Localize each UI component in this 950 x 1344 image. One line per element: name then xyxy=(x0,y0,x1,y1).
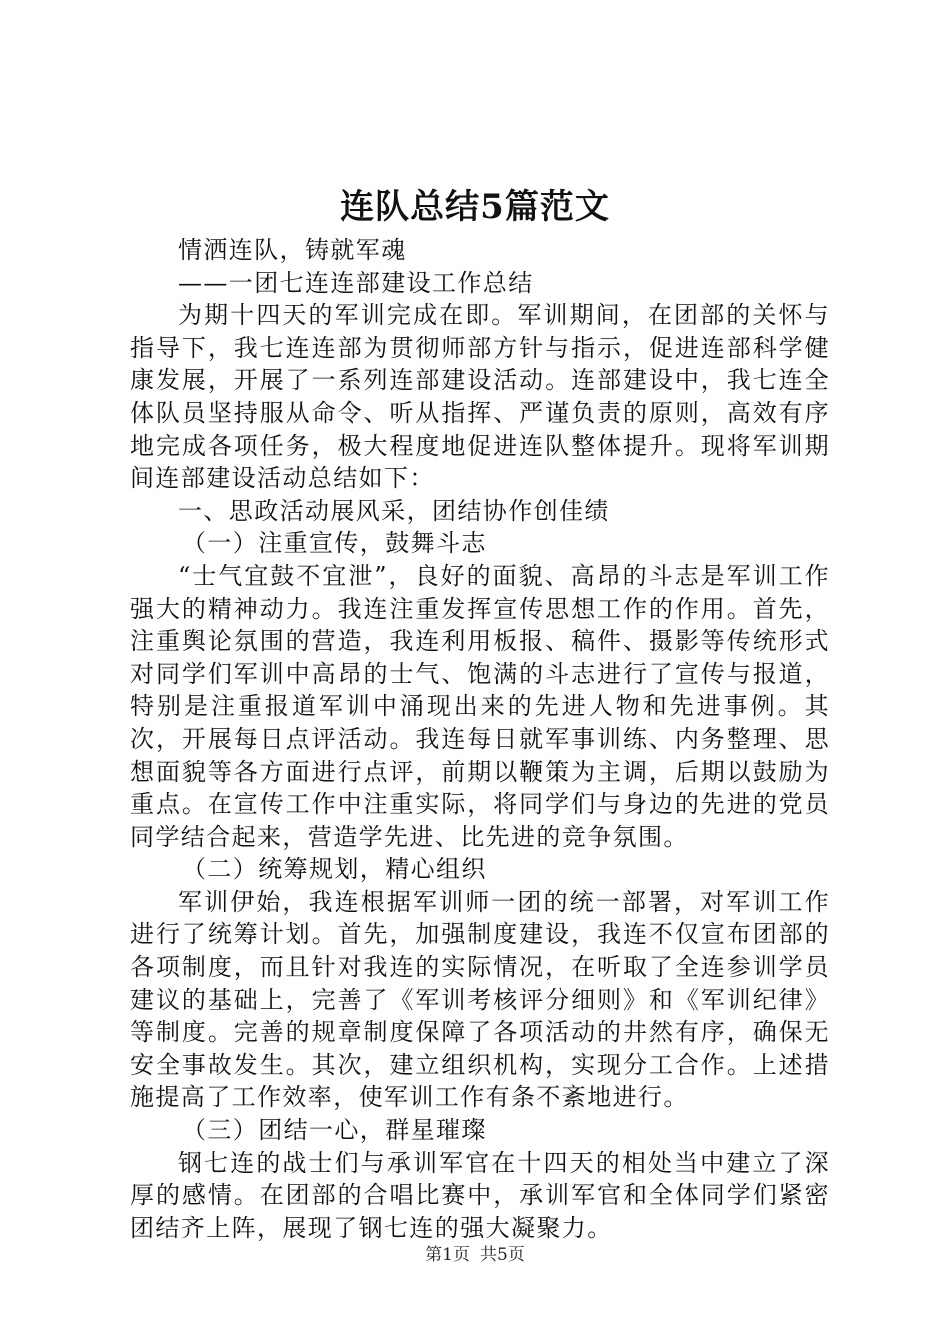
page-footer xyxy=(0,1243,950,1267)
intro-paragraph: 为期十四天的军训完成在即。军训期间，在团部的关怀与指导下，我七连连部为贯彻师部方针与指示，促进连部科学健康发展，开展了一系列连部建设活动。连部建设中，我七连全体队员坚持服从命令、听从指挥、严谨负责的原则，高效有序地完成各项任务，极大程度地促进连队整体提升。现将军训期间连部建设活动总结如下： xyxy=(130,301,830,493)
page-number: 第1页 xyxy=(425,1245,470,1265)
section-heading-1: 一、思政活动展风采，团结协作创佳绩 xyxy=(178,496,610,525)
subsection-heading-2: （二）统筹规划，精心组织 xyxy=(182,855,487,884)
body-paragraph-1: “士气宜鼓不宜泄”，良好的面貌、高昂的斗志是军训工作强大的精神动力。我连注重发挥宣传思想工作的作用。首先，注重舆论氛围的营造，我连利用板报、稿件、摄影等传统形式对同学们军训中高昂的士气、饱满的斗志进行了宣传与报道，特别是注重报道军训中涌现出来的先进人物和先进事例。其次，开展每日点评活动。我连每日就军事训练、内务整理、思想面貌等各方面进行点评，前期以鞭策为主调，后期以鼓励为重点。在宣传工作中注重实际，将同学们与身边的先进的党员同学结合起来，营造学先进、比先进的竞争氛围。 xyxy=(130,561,830,851)
subsection-heading-1: （一）注重宣传，鼓舞斗志 xyxy=(182,529,487,558)
body-paragraph-2: 军训伊始，我连根据军训师一团的统一部署，对军训工作进行了统筹计划。首先，加强制度建设，我连不仅宣布团部的各项制度，而且针对我连的实际情况，在听取了全连参训学员建议的基础上，完善了《军训考核评分细则》和《军训纪律》等制度。完善的规章制度保障了各项活动的井然有序，确保无安全事故发生。其次，建立组织机构，实现分工合作。上述措施提高了工作效率，使军训工作有条不紊地进行。 xyxy=(130,887,830,1112)
page-total: 共5页 xyxy=(480,1245,525,1265)
subtitle-line: 情洒连队，铸就军魂 xyxy=(178,236,407,264)
body-paragraph-3: 钢七连的战士们与承训军官在十四天的相处当中建立了深厚的感情。在团部的合唱比赛中，承训军官和全体同学们紧密团结齐上阵，展现了钢七连的强大凝聚力。 xyxy=(130,1148,830,1242)
document-body xyxy=(130,234,830,1244)
subsection-heading-3: （三）团结一心，群星璀璨 xyxy=(182,1116,487,1145)
document-title: 连队总结5篇范文 xyxy=(340,187,610,227)
subtitle-byline: ——一团七连连部建设工作总结 xyxy=(178,268,534,297)
